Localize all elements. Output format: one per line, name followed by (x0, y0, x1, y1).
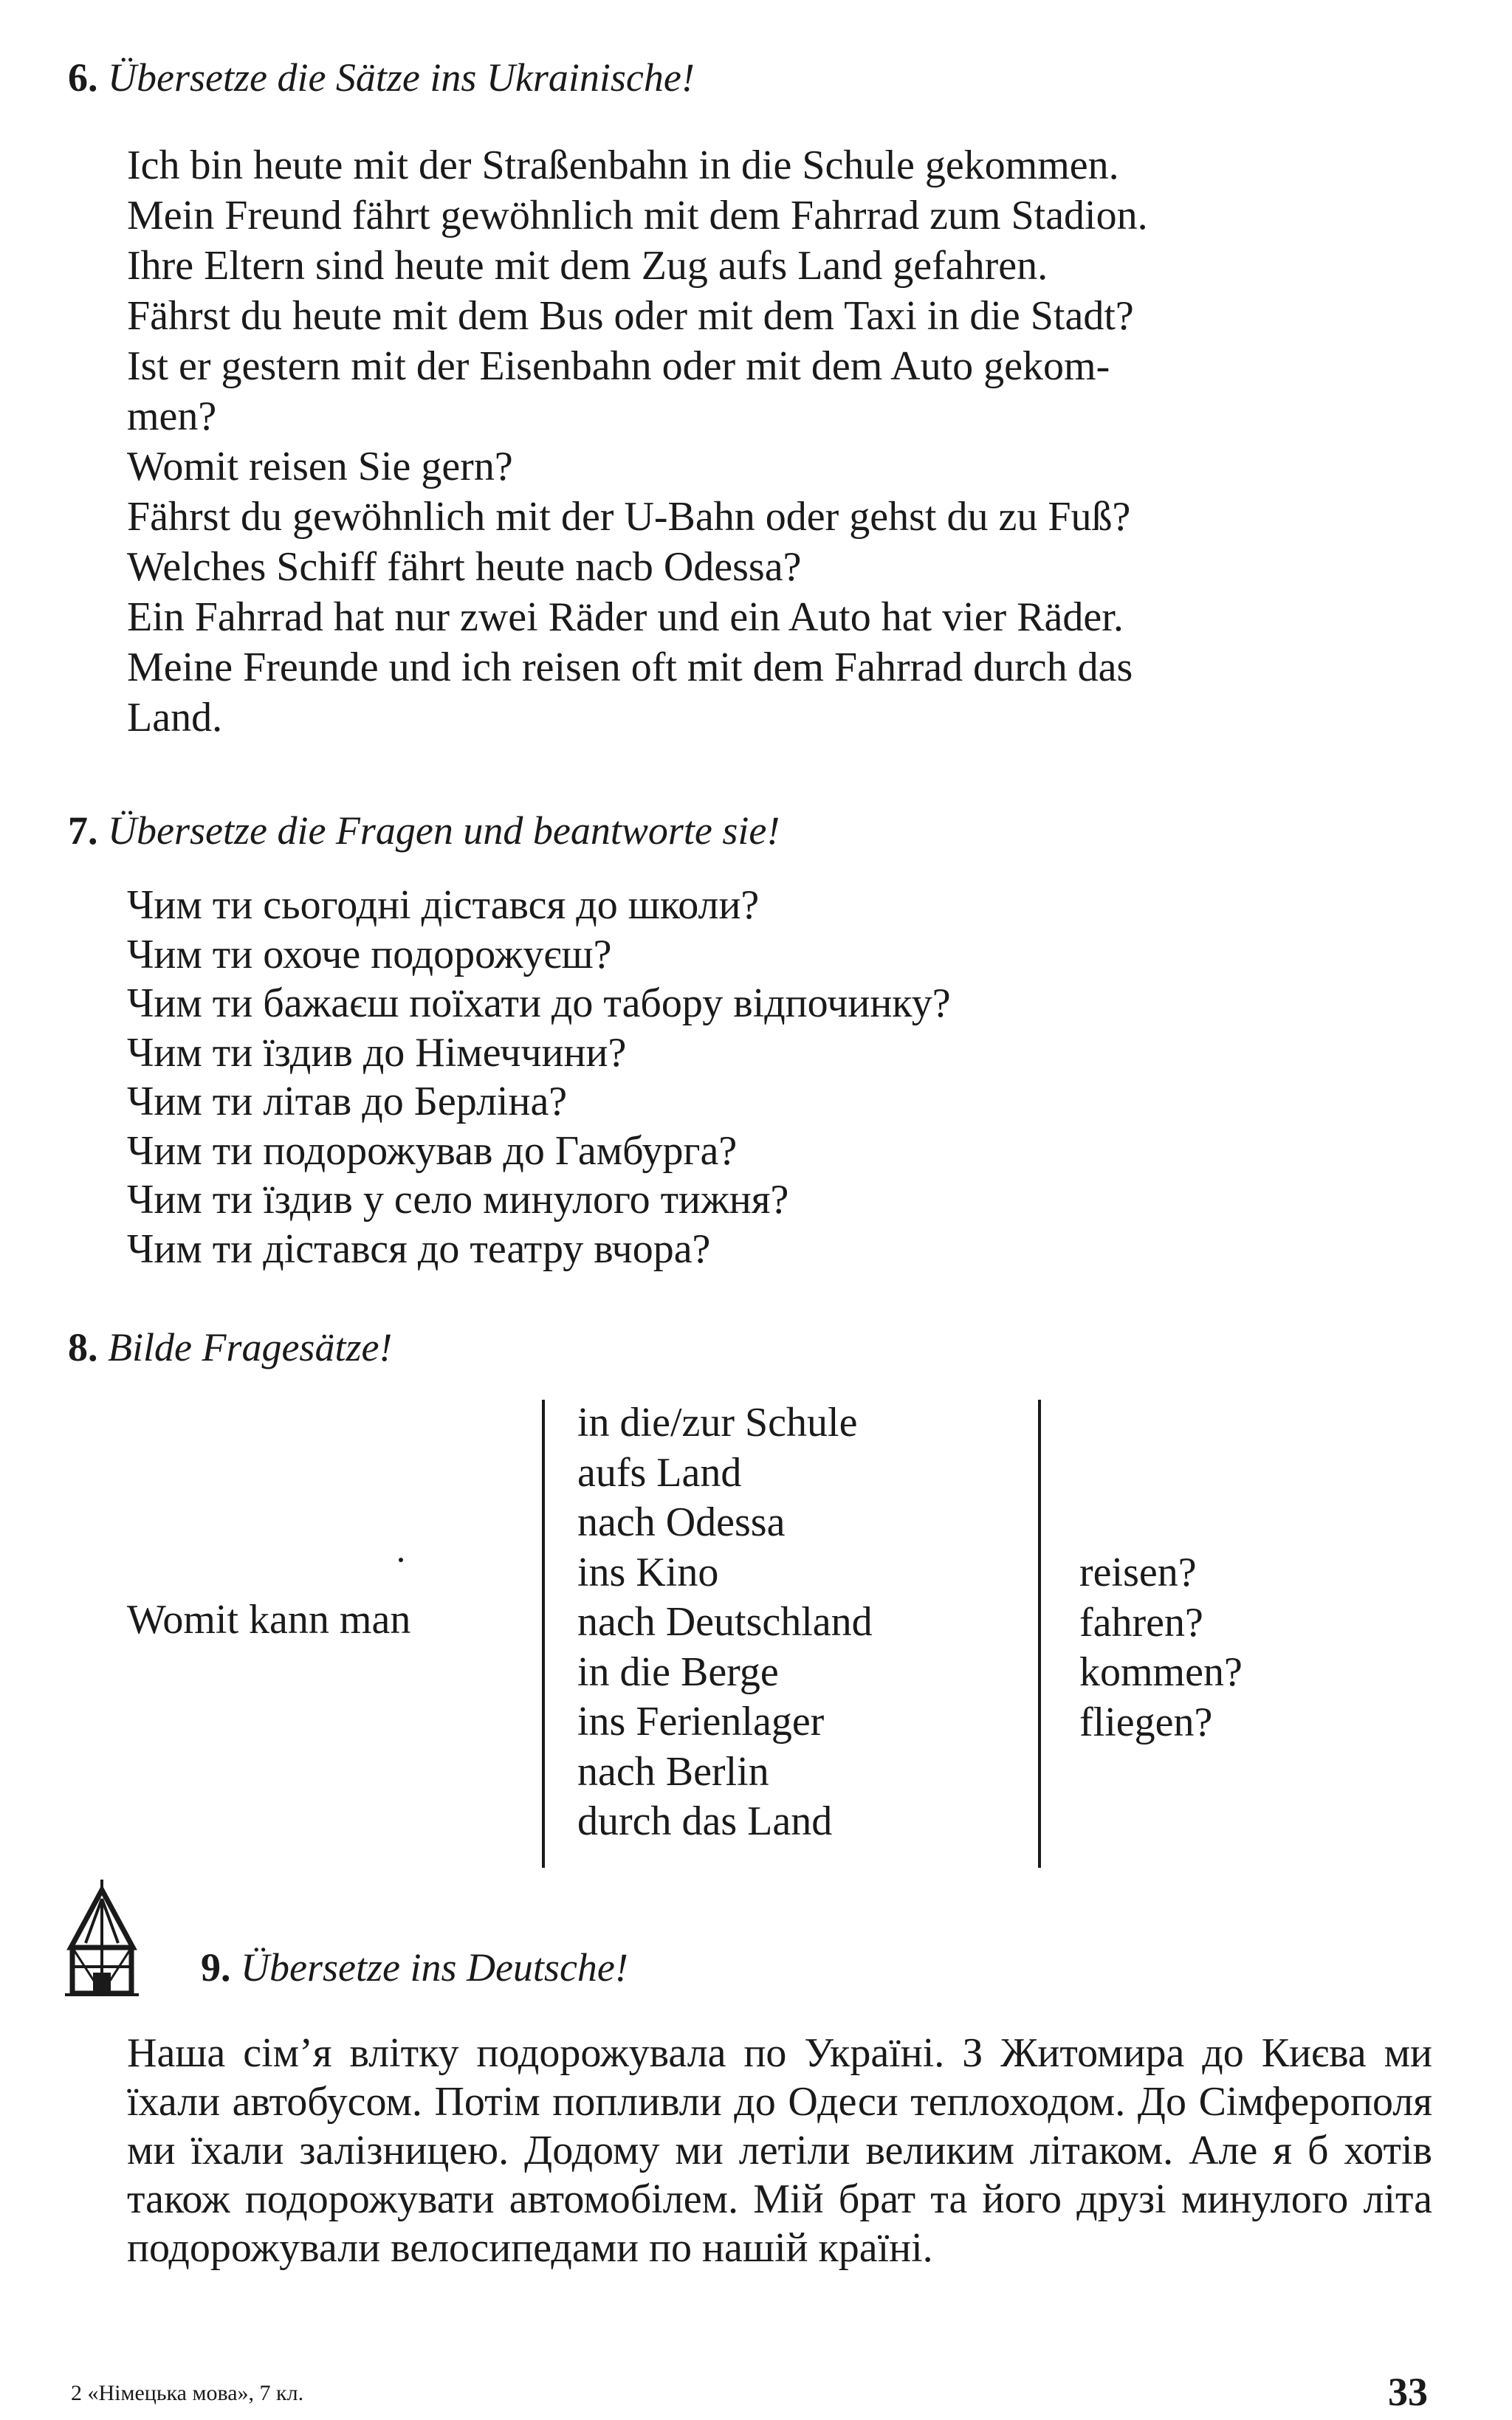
sentence-line: Ist er gestern mit der Eisenbahn oder mit dem Auto gekom- (127, 343, 1110, 389)
sentence-line: Womit reisen Sie gern? (127, 444, 513, 489)
question-line: Чим ти подорожував до Гамбурга? (127, 1127, 738, 1174)
exercise-instruction: Übersetze die Fragen und beantworte sie! (108, 808, 780, 853)
verb-option: fliegen? (1079, 1699, 1213, 1745)
sentence-line: Fährst du gewöhnlich mit der U-Bahn oder gehst du zu Fuß? (127, 494, 1131, 540)
destination-option: aufs Land (577, 1449, 742, 1496)
verb-option: fahren? (1079, 1599, 1203, 1646)
sentence-line: Mein Freund fährt gewöhnlich mit dem Fahrrad zum Stadion. (127, 193, 1148, 238)
destination-option: durch das Land (577, 1798, 833, 1844)
exercise-6-sentences (127, 140, 1456, 743)
destination-option: nach Deutschland (577, 1599, 873, 1645)
stray-dot (399, 1558, 403, 1562)
question-line: Чим ти охоче подорожуєш? (127, 931, 612, 977)
sentence-line: Ihre Eltern sind heute mit dem Zug aufs Land gefahren. (127, 243, 1048, 289)
destination-option: in die/zur Schule (577, 1400, 858, 1446)
substitution-table-middle (577, 1398, 873, 1847)
exercise-number: 6. (68, 55, 98, 100)
sentence-line: Meine Freunde und ich reisen oft mit dem Fahrrad durch das (127, 644, 1133, 690)
sentence-line: Ich bin heute mit der Straßenbahn in die Schule gekommen. (127, 142, 1119, 188)
footer-signature: 2 «Німецька мова», 7 кл. (71, 2381, 304, 2405)
substitution-table-right (1079, 1548, 1243, 1747)
substitution-table-left: Womit kann man (127, 1597, 411, 1643)
sentence-line: Fährst du heute mit dem Bus oder mit dem Taxi in die Stadt? (127, 293, 1134, 339)
sentence-line: men? (127, 393, 217, 439)
question-line: Чим ти їздив до Німеччини? (127, 1029, 627, 1076)
sentence-line: Land. (127, 695, 223, 740)
destination-option: ins Kino (577, 1549, 719, 1595)
table-divider (1038, 1400, 1041, 1868)
question-line: Чим ти їздив у село минулого тижня? (127, 1177, 789, 1223)
exercise-7-title (68, 806, 780, 855)
exercise-number: 8. (68, 1325, 98, 1369)
exercise-7-questions (127, 881, 1456, 1273)
exercise-8-title (68, 1323, 392, 1372)
house-icon (63, 1877, 140, 1998)
exercise-instruction: Übersetze ins Deutsche! (241, 1945, 628, 1990)
exercise-9-title (201, 1943, 628, 1992)
exercise-number: 7. (68, 808, 98, 853)
destination-option: nach Odessa (577, 1499, 786, 1545)
exercise-instruction: Bilde Fragesätze! (108, 1325, 393, 1369)
question-line: Чим ти літав до Берліна? (127, 1079, 568, 1124)
verb-option: kommen? (1079, 1649, 1243, 1695)
sentence-line: Welches Schiff fährt heute nacb Odessa? (127, 544, 802, 590)
exercise-instruction: Übersetze die Sätze ins Ukrainische! (108, 55, 695, 100)
question-line: Чим ти дістався до театру вчора? (127, 1226, 711, 1272)
verb-option: reisen? (1079, 1550, 1197, 1595)
exercise-6-title (68, 53, 695, 102)
destination-option: ins Ferienlager (577, 1699, 825, 1744)
sentence-line: Ein Fahrrad hat nur zwei Räder und ein Auto hat vier Räder. (127, 594, 1124, 640)
table-divider (542, 1400, 545, 1868)
exercise-9-text: Наша сім’я влітку подорожувала по Україні. З Житомира до Києва ми їхали автобусом. Потім попливли до Одеси теплоходом. До Сімферополя ми їхали залізницею. Додому ми летіли великим літаком. Але я б хотів також подорожувати автомобілем. Мій брат та його друзі минулого літа подорожували велосипедами по нашій країні. (127, 2030, 1432, 2271)
exercise-number: 9. (201, 1945, 231, 1990)
destination-option: nach Berlin (577, 1748, 769, 1795)
destination-option: in die Berge (577, 1649, 779, 1695)
page-number: 33 (1388, 2370, 1428, 2414)
question-line: Чим ти сьогодні дістався до школи? (127, 882, 760, 928)
question-line: Чим ти бажаєш поїхати до табору відпочинку? (127, 980, 951, 1026)
